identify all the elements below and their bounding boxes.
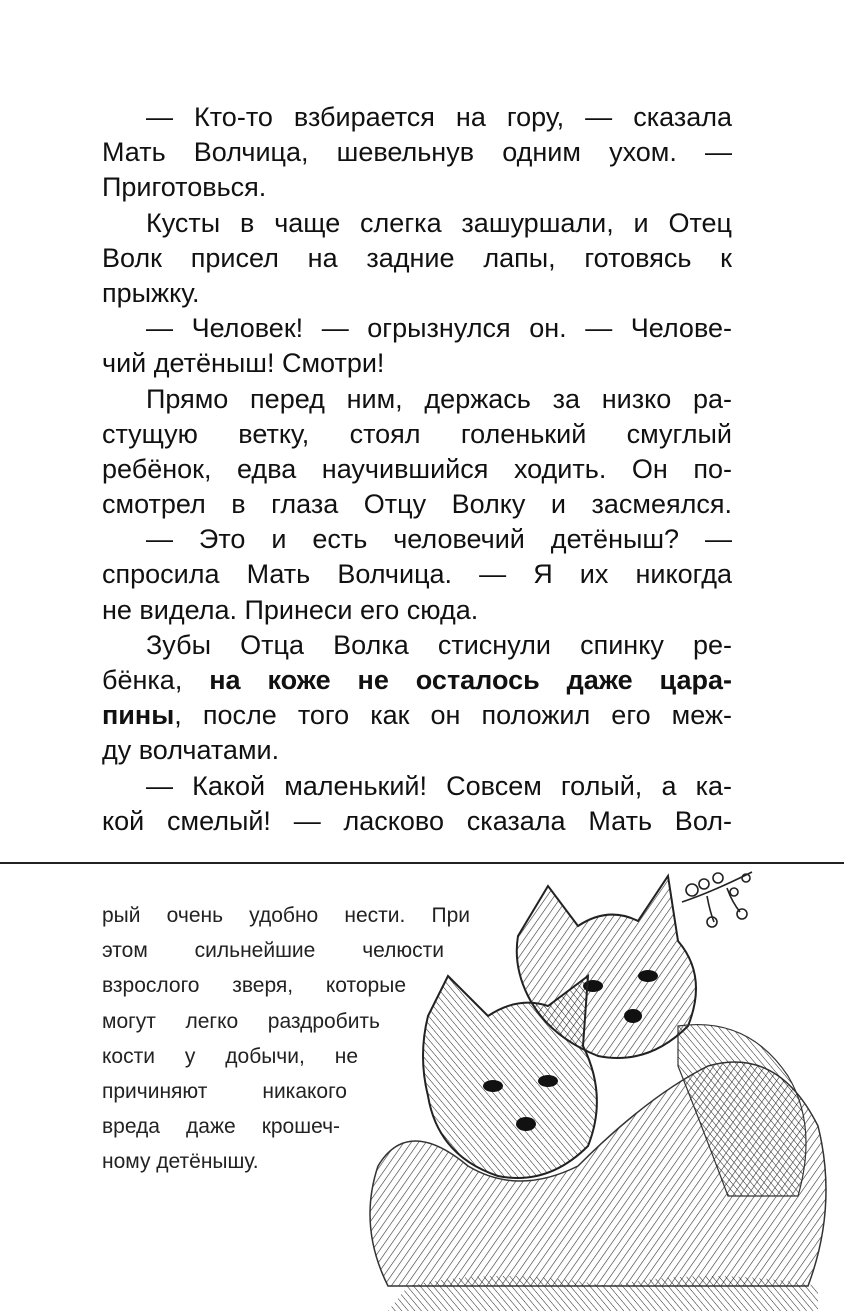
text-line: спросила Мать Волчица. — Я их никогда bbox=[102, 559, 732, 590]
text-fragment: бёнка, bbox=[102, 665, 210, 695]
bold-emphasis: на коже не осталось даже цара- bbox=[209, 665, 732, 695]
note-line: вреда даже крошеч- bbox=[102, 1115, 340, 1139]
text-line: стущую ветку, стоял голенький смуглый bbox=[102, 418, 732, 449]
note-line: взрослого зверя, которые bbox=[102, 974, 406, 998]
text-line: — Кто-то взбирается на гору, — сказала bbox=[146, 102, 732, 132]
text-line: — Это и есть человечий детёныш? — bbox=[146, 524, 732, 555]
text-line: ду волчатами. bbox=[102, 735, 280, 766]
note-line: рый очень удобно нести. При bbox=[102, 904, 470, 927]
side-note-text bbox=[102, 898, 470, 1180]
text-line bbox=[102, 663, 732, 698]
text-line: Волк присел на задние лапы, готовясь к bbox=[102, 242, 732, 273]
text-line: чий детёныш! Смотри! bbox=[102, 348, 385, 379]
text-line: прыжку. bbox=[102, 277, 200, 308]
note-line: кости у добычи, не bbox=[102, 1044, 358, 1068]
text-line: Прямо перед ним, держась за низко ра- bbox=[146, 383, 732, 414]
note-line: причиняют никакого bbox=[102, 1079, 347, 1103]
text-line: кой смелый! — ласково сказала Мать Вол- bbox=[102, 805, 732, 836]
text-line: смотрел в глаза Отцу Волку и засмеялся. bbox=[102, 489, 732, 520]
text-line: Приготовься. bbox=[102, 172, 267, 203]
text-line: ребёнок, едва научившийся ходить. Он по- bbox=[102, 453, 732, 484]
note-line: ному детёнышу. bbox=[102, 1150, 259, 1174]
text-line: Зубы Отца Волка стиснули спинку ре- bbox=[146, 629, 732, 660]
text-line: Кусты в чаще слегка зашуршали, и Отец bbox=[146, 207, 732, 238]
story-text bbox=[102, 100, 732, 839]
text-fragment: , после того как он положил его меж- bbox=[174, 700, 732, 731]
note-line: этом сильнейшие челюсти bbox=[102, 939, 444, 963]
text-line bbox=[102, 698, 732, 733]
text-line: — Какой маленький! Совсем голый, а ка- bbox=[146, 770, 732, 801]
note-line: могут легко раздробить bbox=[102, 1009, 380, 1033]
text-line: не видела. Принеси его сюда. bbox=[102, 594, 479, 625]
text-line: Мать Волчица, шевельнув одним ухом. — bbox=[102, 137, 732, 168]
bold-emphasis: пины bbox=[102, 700, 175, 731]
text-line: — Человек! — огрызнулся он. — Челове- bbox=[146, 313, 732, 344]
